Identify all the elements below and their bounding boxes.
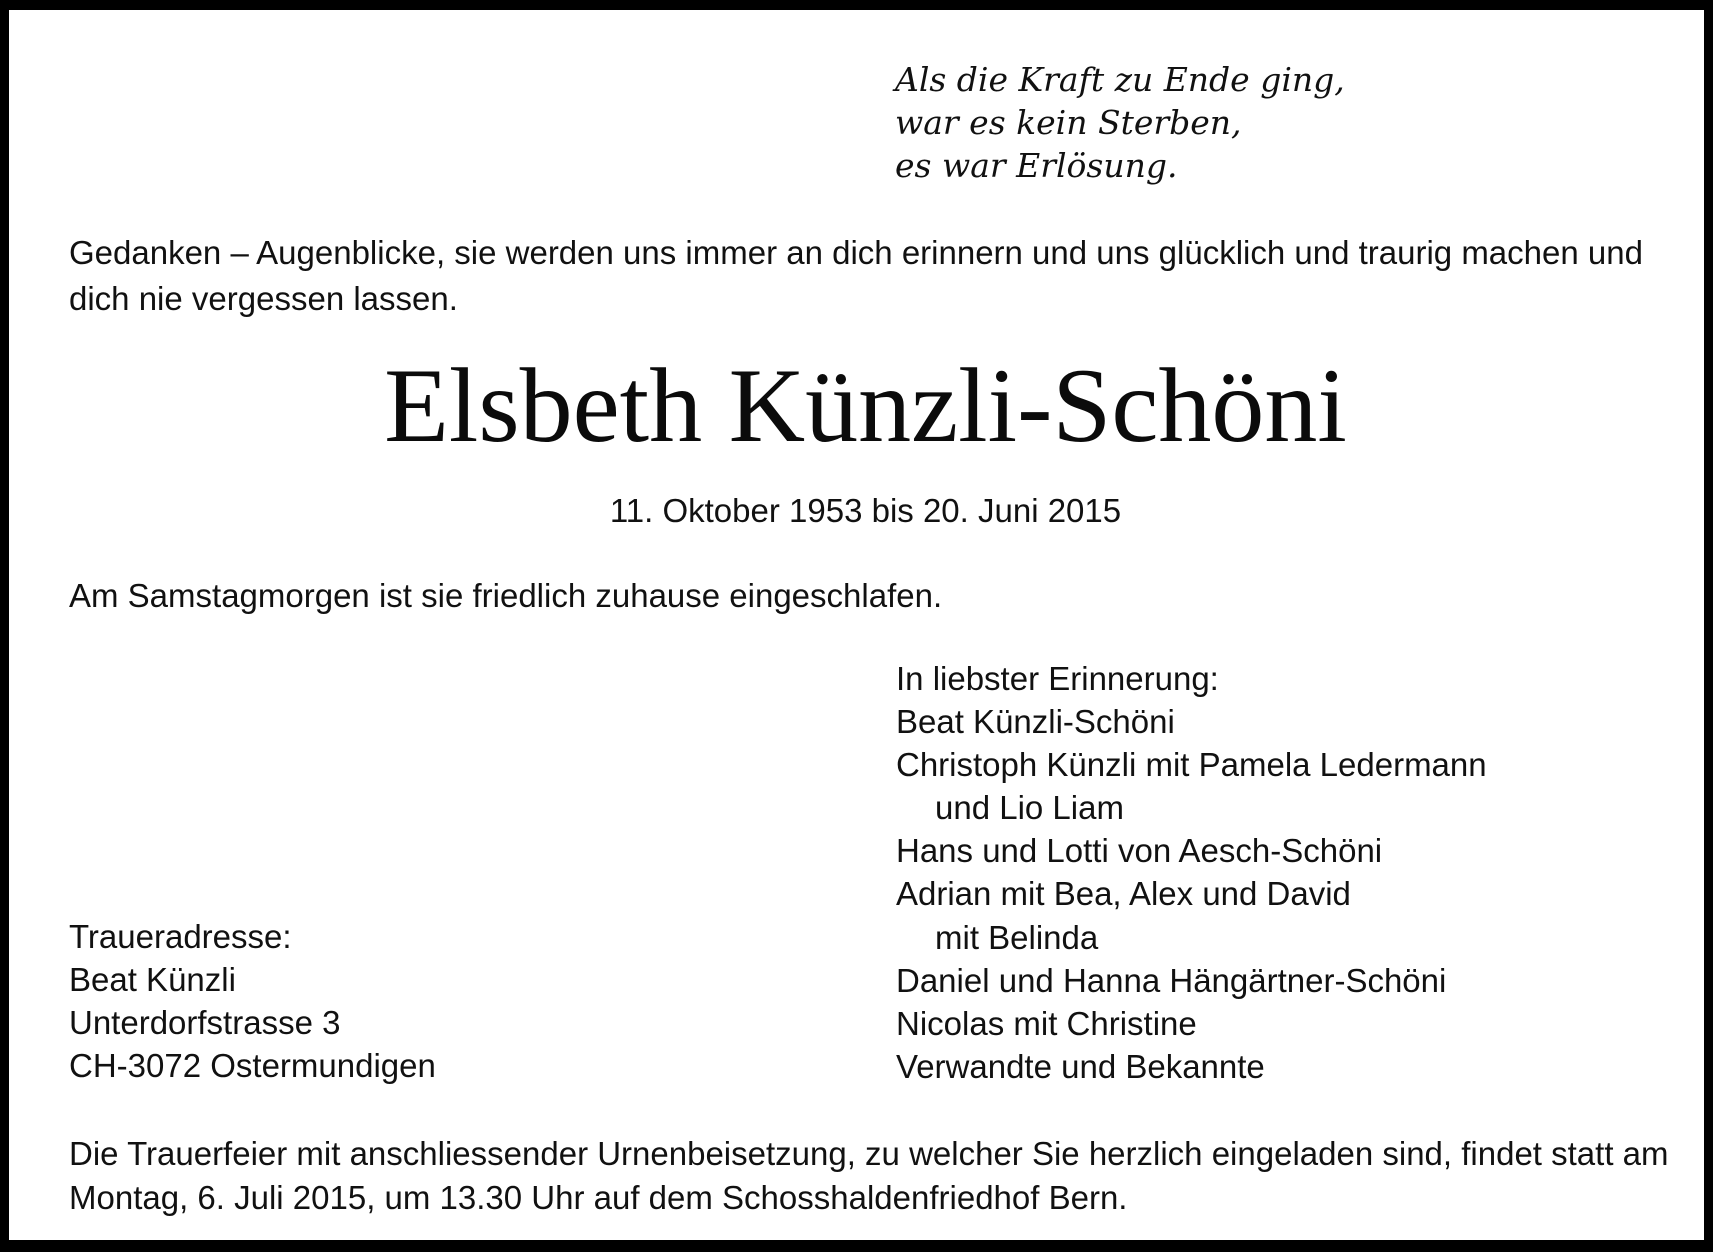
mourner-line: Beat Künzli-Schöni: [896, 703, 1175, 741]
address-line: Unterdorfstrasse 3: [69, 1004, 341, 1042]
mourner-line: und Lio Liam: [935, 789, 1124, 827]
ceremony-line: Die Trauerfeier mit anschliessender Urnenbeisetzung, zu welcher Sie herzlich eingeladen sind, findet statt am: [69, 1135, 1669, 1172]
ceremony-line: Montag, 6. Juli 2015, um 13.30 Uhr auf dem Schosshaldenfriedhof Bern.: [69, 1179, 1128, 1216]
passing-statement: Am Samstagmorgen ist sie friedlich zuhause eingeschlafen.: [69, 577, 943, 614]
mourner-line: mit Belinda: [935, 918, 1099, 956]
mourner-line: Christoph Künzli mit Pamela Ledermann: [896, 746, 1487, 784]
intro-paragraph: [69, 230, 1669, 322]
address-heading: Traueradresse:: [69, 918, 292, 955]
mourning-address: [69, 915, 436, 1087]
mourner-line: Adrian mit Bea, Alex und David: [896, 875, 1351, 913]
address-line: Beat Künzli: [69, 961, 236, 999]
mourner-line: Verwandte und Bekannte: [896, 1047, 1265, 1085]
motto-line: es war Erlösung.: [895, 146, 1178, 185]
mourner-line: Hans und Lotti von Aesch-Schöni: [896, 832, 1383, 870]
motto-line: Als die Kraft zu Ende ging,: [895, 60, 1345, 99]
motto-line: war es kein Sterben,: [895, 103, 1242, 142]
mourner-line: Nicolas mit Christine: [896, 1004, 1197, 1042]
intro-line: Gedanken – Augenblicke, sie werden uns immer an dich erinnern und uns glücklich und traurig machen und: [69, 234, 1643, 271]
mourners-heading: In liebster Erinnerung:: [896, 660, 1219, 697]
life-dates: 11. Oktober 1953 bis 20. Juni 2015: [609, 492, 1122, 529]
intro-line: dich nie vergessen lassen.: [69, 280, 458, 317]
mourners-list: [896, 657, 1487, 1088]
ceremony-paragraph: [69, 1132, 1669, 1220]
mourner-line: Daniel und Hanna Hängärtner-Schöni: [896, 961, 1447, 999]
motto-quote: [895, 58, 1345, 187]
deceased-name: Elsbeth Künzli-Schöni: [384, 347, 1347, 464]
address-line: CH-3072 Ostermundigen: [69, 1047, 436, 1085]
